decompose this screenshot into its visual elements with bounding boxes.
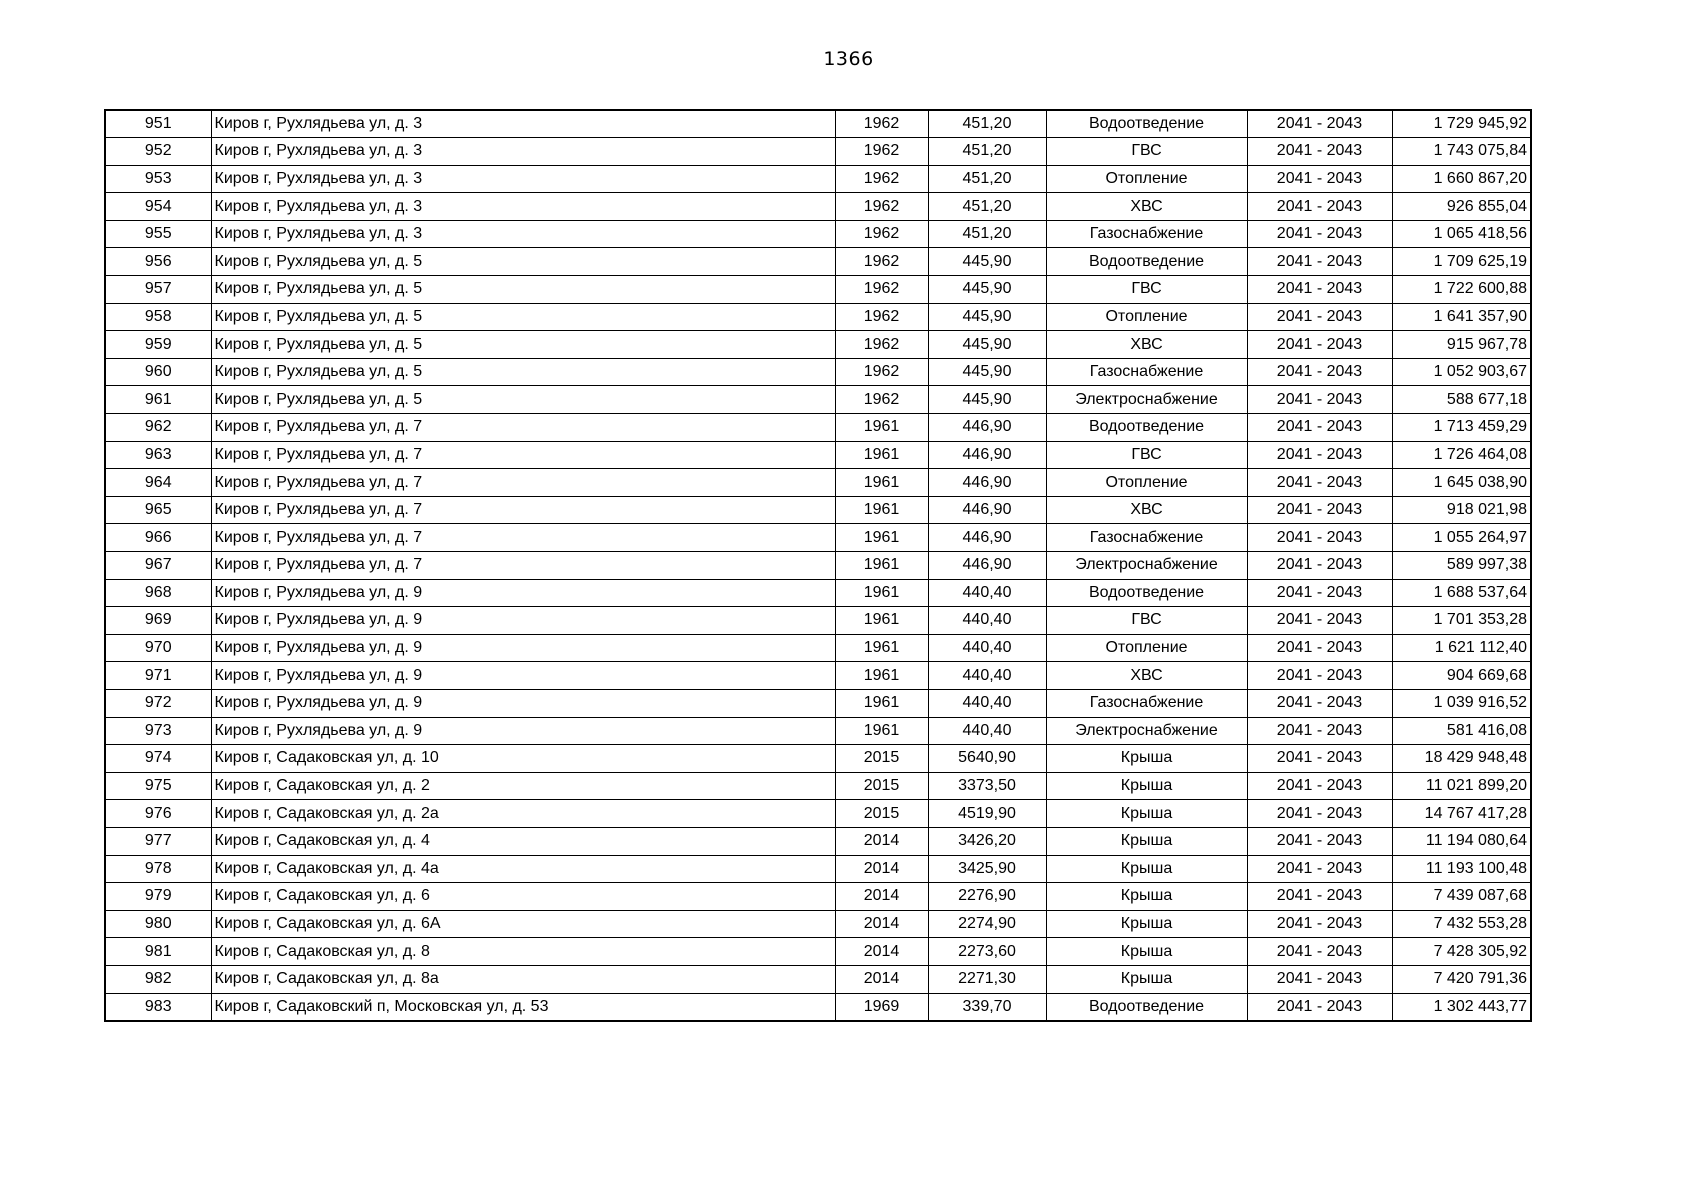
build-year-cell: 1962 [835, 386, 928, 414]
area-cell: 451,20 [928, 138, 1046, 166]
table-row [105, 579, 1531, 607]
build-year-cell: 2015 [835, 772, 928, 800]
area-cell: 445,90 [928, 358, 1046, 386]
table-row [105, 800, 1531, 828]
cost-cell: 1 065 418,56 [1392, 220, 1531, 248]
row-number-cell: 964 [105, 469, 211, 497]
build-year-cell: 1962 [835, 138, 928, 166]
work-type-cell: Электроснабжение [1046, 386, 1247, 414]
cost-cell: 1 726 464,08 [1392, 441, 1531, 469]
cost-cell: 904 669,68 [1392, 662, 1531, 690]
cost-cell: 1 722 600,88 [1392, 276, 1531, 304]
build-year-cell: 1962 [835, 358, 928, 386]
area-cell: 440,40 [928, 579, 1046, 607]
build-year-cell: 2014 [835, 883, 928, 911]
period-cell: 2041 - 2043 [1247, 745, 1392, 773]
row-number-cell: 983 [105, 993, 211, 1021]
cost-cell: 1 039 916,52 [1392, 689, 1531, 717]
table-row [105, 110, 1531, 138]
cost-cell: 1 055 264,97 [1392, 524, 1531, 552]
work-type-cell: Крыша [1046, 883, 1247, 911]
address-cell: Киров г, Садаковская ул, д. 2 [211, 772, 835, 800]
row-number-cell: 973 [105, 717, 211, 745]
address-cell: Киров г, Рухлядьева ул, д. 7 [211, 469, 835, 497]
address-cell: Киров г, Садаковская ул, д. 4а [211, 855, 835, 883]
period-cell: 2041 - 2043 [1247, 552, 1392, 580]
table-row [105, 883, 1531, 911]
build-year-cell: 1962 [835, 193, 928, 221]
work-type-cell: ХВС [1046, 193, 1247, 221]
address-cell: Киров г, Рухлядьева ул, д. 5 [211, 358, 835, 386]
period-cell: 2041 - 2043 [1247, 331, 1392, 359]
area-cell: 451,20 [928, 165, 1046, 193]
build-year-cell: 2014 [835, 965, 928, 993]
address-cell: Киров г, Рухлядьева ул, д. 5 [211, 276, 835, 304]
cost-cell: 1 660 867,20 [1392, 165, 1531, 193]
table-row [105, 552, 1531, 580]
address-cell: Киров г, Садаковская ул, д. 6А [211, 910, 835, 938]
address-cell: Киров г, Рухлядьева ул, д. 9 [211, 689, 835, 717]
period-cell: 2041 - 2043 [1247, 910, 1392, 938]
period-cell: 2041 - 2043 [1247, 110, 1392, 138]
work-type-cell: ГВС [1046, 607, 1247, 635]
work-type-cell: Газоснабжение [1046, 524, 1247, 552]
row-number-cell: 975 [105, 772, 211, 800]
cost-cell: 581 416,08 [1392, 717, 1531, 745]
table-row [105, 220, 1531, 248]
address-cell: Киров г, Рухлядьева ул, д. 7 [211, 496, 835, 524]
address-cell: Киров г, Рухлядьева ул, д. 3 [211, 220, 835, 248]
period-cell: 2041 - 2043 [1247, 276, 1392, 304]
row-number-cell: 962 [105, 414, 211, 442]
build-year-cell: 1961 [835, 469, 928, 497]
area-cell: 445,90 [928, 276, 1046, 304]
row-number-cell: 970 [105, 634, 211, 662]
address-cell: Киров г, Рухлядьева ул, д. 3 [211, 165, 835, 193]
row-number-cell: 958 [105, 303, 211, 331]
table-row [105, 855, 1531, 883]
period-cell: 2041 - 2043 [1247, 965, 1392, 993]
work-type-cell: Крыша [1046, 855, 1247, 883]
build-year-cell: 1962 [835, 331, 928, 359]
row-number-cell: 977 [105, 827, 211, 855]
table-row [105, 634, 1531, 662]
table-row [105, 965, 1531, 993]
row-number-cell: 981 [105, 938, 211, 966]
period-cell: 2041 - 2043 [1247, 883, 1392, 911]
work-type-cell: Крыша [1046, 800, 1247, 828]
cost-cell: 11 193 100,48 [1392, 855, 1531, 883]
cost-cell: 11 021 899,20 [1392, 772, 1531, 800]
cost-cell: 7 439 087,68 [1392, 883, 1531, 911]
row-number-cell: 967 [105, 552, 211, 580]
work-type-cell: Отопление [1046, 634, 1247, 662]
table-row [105, 496, 1531, 524]
cost-cell: 7 420 791,36 [1392, 965, 1531, 993]
row-number-cell: 954 [105, 193, 211, 221]
table-row [105, 662, 1531, 690]
work-type-cell: ХВС [1046, 496, 1247, 524]
area-cell: 3373,50 [928, 772, 1046, 800]
area-cell: 445,90 [928, 386, 1046, 414]
period-cell: 2041 - 2043 [1247, 938, 1392, 966]
build-year-cell: 2014 [835, 855, 928, 883]
area-cell: 440,40 [928, 634, 1046, 662]
table-row [105, 717, 1531, 745]
work-type-cell: Электроснабжение [1046, 717, 1247, 745]
work-type-cell: Крыша [1046, 827, 1247, 855]
period-cell: 2041 - 2043 [1247, 441, 1392, 469]
address-cell: Киров г, Садаковская ул, д. 2а [211, 800, 835, 828]
work-type-cell: Отопление [1046, 165, 1247, 193]
table-row [105, 827, 1531, 855]
cost-cell: 915 967,78 [1392, 331, 1531, 359]
cost-cell: 11 194 080,64 [1392, 827, 1531, 855]
cost-cell: 918 021,98 [1392, 496, 1531, 524]
work-type-cell: Газоснабжение [1046, 220, 1247, 248]
area-cell: 339,70 [928, 993, 1046, 1021]
address-cell: Киров г, Рухлядьева ул, д. 9 [211, 717, 835, 745]
table-row [105, 276, 1531, 304]
period-cell: 2041 - 2043 [1247, 193, 1392, 221]
cost-cell: 18 429 948,48 [1392, 745, 1531, 773]
period-cell: 2041 - 2043 [1247, 469, 1392, 497]
table-row [105, 689, 1531, 717]
row-number-cell: 976 [105, 800, 211, 828]
area-cell: 440,40 [928, 607, 1046, 635]
area-cell: 2273,60 [928, 938, 1046, 966]
table-row [105, 165, 1531, 193]
table-row [105, 938, 1531, 966]
table-row [105, 910, 1531, 938]
build-year-cell: 2014 [835, 938, 928, 966]
work-type-cell: Водоотведение [1046, 110, 1247, 138]
cost-cell: 1 641 357,90 [1392, 303, 1531, 331]
period-cell: 2041 - 2043 [1247, 689, 1392, 717]
build-year-cell: 2015 [835, 745, 928, 773]
address-cell: Киров г, Рухлядьева ул, д. 5 [211, 248, 835, 276]
work-type-cell: ХВС [1046, 331, 1247, 359]
address-cell: Киров г, Рухлядьева ул, д. 7 [211, 414, 835, 442]
area-cell: 440,40 [928, 717, 1046, 745]
build-year-cell: 1961 [835, 579, 928, 607]
area-cell: 446,90 [928, 469, 1046, 497]
area-cell: 445,90 [928, 303, 1046, 331]
row-number-cell: 982 [105, 965, 211, 993]
address-cell: Киров г, Садаковская ул, д. 6 [211, 883, 835, 911]
work-type-cell: Электроснабжение [1046, 552, 1247, 580]
cost-cell: 7 428 305,92 [1392, 938, 1531, 966]
cost-cell: 1 709 625,19 [1392, 248, 1531, 276]
row-number-cell: 972 [105, 689, 211, 717]
cost-cell: 1 713 459,29 [1392, 414, 1531, 442]
table-row [105, 469, 1531, 497]
area-cell: 446,90 [928, 552, 1046, 580]
build-year-cell: 1961 [835, 441, 928, 469]
period-cell: 2041 - 2043 [1247, 772, 1392, 800]
address-cell: Киров г, Рухлядьева ул, д. 9 [211, 607, 835, 635]
row-number-cell: 978 [105, 855, 211, 883]
build-year-cell: 2014 [835, 910, 928, 938]
work-type-cell: Водоотведение [1046, 414, 1247, 442]
area-cell: 3426,20 [928, 827, 1046, 855]
address-cell: Киров г, Рухлядьева ул, д. 7 [211, 552, 835, 580]
build-year-cell: 1962 [835, 165, 928, 193]
area-cell: 446,90 [928, 414, 1046, 442]
address-cell: Киров г, Садаковская ул, д. 10 [211, 745, 835, 773]
table-row [105, 386, 1531, 414]
period-cell: 2041 - 2043 [1247, 607, 1392, 635]
work-type-cell: Крыша [1046, 910, 1247, 938]
address-cell: Киров г, Садаковская ул, д. 8 [211, 938, 835, 966]
table-row [105, 993, 1531, 1021]
work-type-cell: ГВС [1046, 138, 1247, 166]
period-cell: 2041 - 2043 [1247, 993, 1392, 1021]
row-number-cell: 961 [105, 386, 211, 414]
work-type-cell: Крыша [1046, 965, 1247, 993]
table-row [105, 524, 1531, 552]
table-row [105, 358, 1531, 386]
build-year-cell: 2015 [835, 800, 928, 828]
repair-program-table [104, 109, 1532, 1022]
work-type-cell: Отопление [1046, 303, 1247, 331]
table-row [105, 772, 1531, 800]
table-row [105, 745, 1531, 773]
area-cell: 4519,90 [928, 800, 1046, 828]
address-cell: Киров г, Рухлядьева ул, д. 9 [211, 634, 835, 662]
area-cell: 451,20 [928, 220, 1046, 248]
row-number-cell: 974 [105, 745, 211, 773]
address-cell: Киров г, Рухлядьева ул, д. 5 [211, 303, 835, 331]
table-body [105, 110, 1531, 1021]
row-number-cell: 951 [105, 110, 211, 138]
build-year-cell: 1961 [835, 552, 928, 580]
period-cell: 2041 - 2043 [1247, 138, 1392, 166]
row-number-cell: 956 [105, 248, 211, 276]
cost-cell: 588 677,18 [1392, 386, 1531, 414]
cost-cell: 1 302 443,77 [1392, 993, 1531, 1021]
build-year-cell: 1962 [835, 276, 928, 304]
cost-cell: 1 645 038,90 [1392, 469, 1531, 497]
work-type-cell: Водоотведение [1046, 579, 1247, 607]
table-row [105, 193, 1531, 221]
row-number-cell: 955 [105, 220, 211, 248]
build-year-cell: 1962 [835, 220, 928, 248]
area-cell: 2271,30 [928, 965, 1046, 993]
cost-cell: 926 855,04 [1392, 193, 1531, 221]
work-type-cell: ГВС [1046, 276, 1247, 304]
table-row [105, 331, 1531, 359]
work-type-cell: Крыша [1046, 772, 1247, 800]
area-cell: 451,20 [928, 193, 1046, 221]
period-cell: 2041 - 2043 [1247, 524, 1392, 552]
cost-cell: 1 743 075,84 [1392, 138, 1531, 166]
build-year-cell: 1969 [835, 993, 928, 1021]
area-cell: 5640,90 [928, 745, 1046, 773]
address-cell: Киров г, Рухлядьева ул, д. 7 [211, 524, 835, 552]
period-cell: 2041 - 2043 [1247, 414, 1392, 442]
build-year-cell: 1961 [835, 662, 928, 690]
table-row [105, 138, 1531, 166]
table-row [105, 303, 1531, 331]
row-number-cell: 968 [105, 579, 211, 607]
build-year-cell: 1961 [835, 496, 928, 524]
row-number-cell: 959 [105, 331, 211, 359]
area-cell: 2274,90 [928, 910, 1046, 938]
cost-cell: 1 688 537,64 [1392, 579, 1531, 607]
cost-cell: 7 432 553,28 [1392, 910, 1531, 938]
address-cell: Киров г, Рухлядьева ул, д. 5 [211, 386, 835, 414]
area-cell: 445,90 [928, 248, 1046, 276]
work-type-cell: Крыша [1046, 938, 1247, 966]
build-year-cell: 1961 [835, 524, 928, 552]
page-number: 1366 [823, 48, 874, 70]
work-type-cell: Отопление [1046, 469, 1247, 497]
table-row [105, 414, 1531, 442]
row-number-cell: 960 [105, 358, 211, 386]
period-cell: 2041 - 2043 [1247, 358, 1392, 386]
cost-cell: 1 729 945,92 [1392, 110, 1531, 138]
period-cell: 2041 - 2043 [1247, 579, 1392, 607]
period-cell: 2041 - 2043 [1247, 165, 1392, 193]
address-cell: Киров г, Садаковская ул, д. 8а [211, 965, 835, 993]
row-number-cell: 952 [105, 138, 211, 166]
area-cell: 446,90 [928, 441, 1046, 469]
build-year-cell: 1961 [835, 634, 928, 662]
address-cell: Киров г, Садаковский п, Московская ул, д. 53 [211, 993, 835, 1021]
area-cell: 3425,90 [928, 855, 1046, 883]
row-number-cell: 980 [105, 910, 211, 938]
period-cell: 2041 - 2043 [1247, 634, 1392, 662]
row-number-cell: 966 [105, 524, 211, 552]
table-row [105, 441, 1531, 469]
work-type-cell: Крыша [1046, 745, 1247, 773]
address-cell: Киров г, Рухлядьева ул, д. 5 [211, 331, 835, 359]
period-cell: 2041 - 2043 [1247, 827, 1392, 855]
table-row [105, 607, 1531, 635]
period-cell: 2041 - 2043 [1247, 303, 1392, 331]
work-type-cell: Газоснабжение [1046, 689, 1247, 717]
address-cell: Киров г, Рухлядьева ул, д. 3 [211, 110, 835, 138]
cost-cell: 1 701 353,28 [1392, 607, 1531, 635]
work-type-cell: Газоснабжение [1046, 358, 1247, 386]
period-cell: 2041 - 2043 [1247, 496, 1392, 524]
row-number-cell: 979 [105, 883, 211, 911]
build-year-cell: 1961 [835, 607, 928, 635]
build-year-cell: 1962 [835, 248, 928, 276]
address-cell: Киров г, Рухлядьева ул, д. 7 [211, 441, 835, 469]
row-number-cell: 965 [105, 496, 211, 524]
period-cell: 2041 - 2043 [1247, 220, 1392, 248]
address-cell: Киров г, Рухлядьева ул, д. 3 [211, 138, 835, 166]
period-cell: 2041 - 2043 [1247, 386, 1392, 414]
area-cell: 2276,90 [928, 883, 1046, 911]
build-year-cell: 1961 [835, 689, 928, 717]
address-cell: Киров г, Рухлядьева ул, д. 9 [211, 662, 835, 690]
period-cell: 2041 - 2043 [1247, 248, 1392, 276]
area-cell: 440,40 [928, 662, 1046, 690]
cost-cell: 1 052 903,67 [1392, 358, 1531, 386]
cost-cell: 589 997,38 [1392, 552, 1531, 580]
address-cell: Киров г, Рухлядьева ул, д. 9 [211, 579, 835, 607]
build-year-cell: 1961 [835, 717, 928, 745]
build-year-cell: 1962 [835, 303, 928, 331]
cost-cell: 1 621 112,40 [1392, 634, 1531, 662]
row-number-cell: 963 [105, 441, 211, 469]
row-number-cell: 969 [105, 607, 211, 635]
build-year-cell: 2014 [835, 827, 928, 855]
row-number-cell: 971 [105, 662, 211, 690]
build-year-cell: 1962 [835, 110, 928, 138]
work-type-cell: ГВС [1046, 441, 1247, 469]
area-cell: 446,90 [928, 496, 1046, 524]
row-number-cell: 953 [105, 165, 211, 193]
cost-cell: 14 767 417,28 [1392, 800, 1531, 828]
work-type-cell: Водоотведение [1046, 248, 1247, 276]
area-cell: 446,90 [928, 524, 1046, 552]
area-cell: 445,90 [928, 331, 1046, 359]
period-cell: 2041 - 2043 [1247, 800, 1392, 828]
row-number-cell: 957 [105, 276, 211, 304]
work-type-cell: Водоотведение [1046, 993, 1247, 1021]
period-cell: 2041 - 2043 [1247, 662, 1392, 690]
work-type-cell: ХВС [1046, 662, 1247, 690]
area-cell: 440,40 [928, 689, 1046, 717]
period-cell: 2041 - 2043 [1247, 855, 1392, 883]
area-cell: 451,20 [928, 110, 1046, 138]
period-cell: 2041 - 2043 [1247, 717, 1392, 745]
address-cell: Киров г, Садаковская ул, д. 4 [211, 827, 835, 855]
table-row [105, 248, 1531, 276]
build-year-cell: 1961 [835, 414, 928, 442]
address-cell: Киров г, Рухлядьева ул, д. 3 [211, 193, 835, 221]
